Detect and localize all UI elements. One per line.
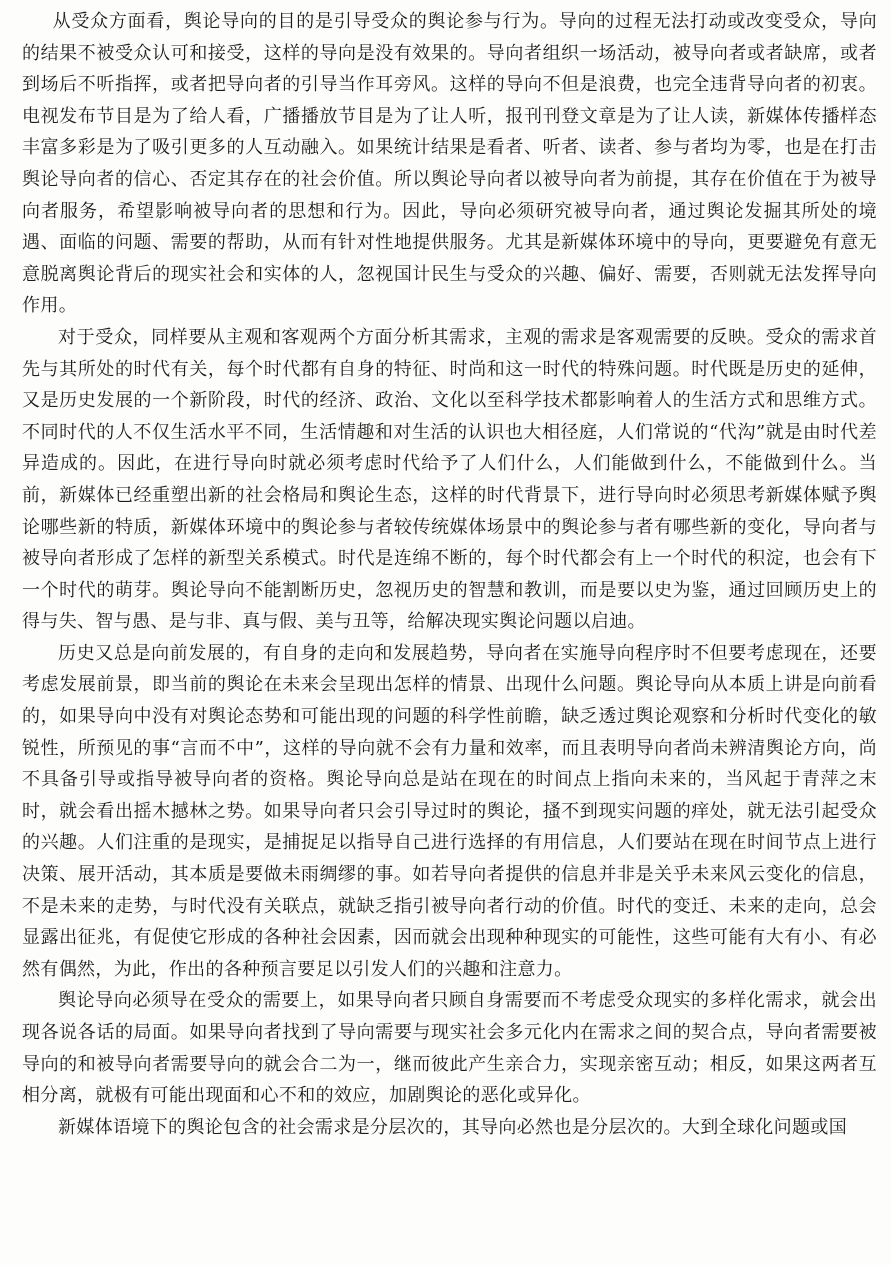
paragraph-new-media-levels: 新媒体语境下的舆论包含的社会需求是分层次的，其导向必然也是分层次的。大到全球化问题或国: [58, 1116, 848, 1138]
paragraph-audience-perspective: 从受众方面看，舆论导向的目的是引导受众的舆论参与行为。导向的过程无法打动或改变受众，导向的结果不被受众认可和接受，这样的导向是没有效果的。导向者组织一场活动，被导向者或者缺席，或者到场后不听指挥，或者把导向者的引导当作耳旁风。这样的导向不但是浪费，也完全违背导向者的初衷。电视发布节目是为了给人看，广播播放节目是为了让人听，报刊刊登文章是为了让人读，新媒体传播样态丰富多彩是为了吸引更多的人互动融入。如果统计结果是看者、听者、读者、参与者均为零，也是在打击舆论导向者的信心、否定其存在的社会价值。所以舆论导向者以被导向者为前提，其存在价值在于为被导向者服务，希望影响被导向者的思想和行为。因此，导向必须研究被导向者，通过舆论发掘其所处的境遇、面临的问题、需要的帮助，从而有针对性地提供服务。尤其是新媒体环境中的导向，更要避免有意无意脱离舆论背后的现实社会和实体的人，忽视国计民生与受众的兴趣、偏好、需要，否则就无法发挥导向作用。: [22, 11, 877, 317]
paragraph-history-forward: 历史又总是向前发展的，有自身的走向和发展趋势，导向者在实施导向程序时不但要考虑现在，还要考虑发展前景，即当前的舆论在未来会呈现出怎样的情景、出现什么问题。舆论导向从本质上讲是向前看的，如果导向中没有对舆论态势和可能出现的问题的科学性前瞻，缺乏透过舆论观察和分析时代变化的敏锐性，所预见的事“言而不中”，这样的导向就不会有力量和效率，而且表明导向者尚未辨清舆论方向，尚不具备引导或指导被导向者的资格。舆论导向总是站在现在的时间点上指向未来的，当风起于青萍之末时，就会看出摇木撼林之势。如果导向者只会引导过时的舆论，搔不到现实问题的痒处，就无法引起受众的兴趣。人们注重的是现实，是捕捉足以指导自己进行选择的有用信息，人们要站在现在时间节点上进行决策、展开活动，其本质是要做未雨绸缪的事。如若导向者提供的信息并非是关乎未来风云变化的信息，不是未来的走势，与时代没有关联点，就缺乏指引被导向者行动的价值。时代的变迁、未来的走向，总会显露出征兆，有促使它形成的各种社会因素，因而就会出现种种现实的可能性，这些可能有大有小、有必然有偶然，为此，作出的各种预言要足以引发人们的兴趣和注意力。: [22, 642, 877, 980]
paragraph-guidance-needs: 舆论导向必须导在受众的需要上，如果导向者只顾自身需要而不考虑受众现实的多样化需求，就会出现各说各话的局面。如果导向者找到了导向需要与现实社会多元化内在需求之间的契合点，导向者需要被导向的和被导向者需要导向的就会合二为一，继而彼此产生亲合力，实现亲密互动；相反，如果这两者互相分离，就极有可能出现面和心不和的效应，加剧舆论的恶化或异化。: [22, 990, 877, 1107]
paragraph-audience-needs-era: 对于受众，同样要从主观和客观两个方面分析其需求，主观的需求是客观需要的反映。受众的需求首先与其所处的时代有关，每个时代都有自身的特征、时尚和这一时代的特殊问题。时代既是历史的延伸，又是历史发展的一个新阶段，时代的经济、政治、文化以至科学技术都影响着人的生活方式和思维方式。不同时代的人不仅生活水平不同，生活情趣和对生活的认识也大相径庭，人们常说的“代沟”就是由时代差异造成的。因此，在进行导向时就必须考虑时代给予了人们什么，人们能做到什么，不能做到什么。当前，新媒体已经重塑出新的社会格局和舆论生态，这样的时代背景下，进行导向时必须思考新媒体赋予舆论哪些新的特质，新媒体环境中的舆论参与者较传统媒体场景中的舆论参与者有哪些新的变化，导向者与被导向者形成了怎样的新型关系模式。时代是连绵不断的，每个时代都会有上一个时代的积淀，也会有下一个时代的萌芽。舆论导向不能割断历史，忽视历史的智慧和教训，而是要以史为鉴，通过回顾历史上的得与失、智与愚、是与非、真与假、美与丑等，给解决现实舆论问题以启迪。: [22, 326, 877, 633]
